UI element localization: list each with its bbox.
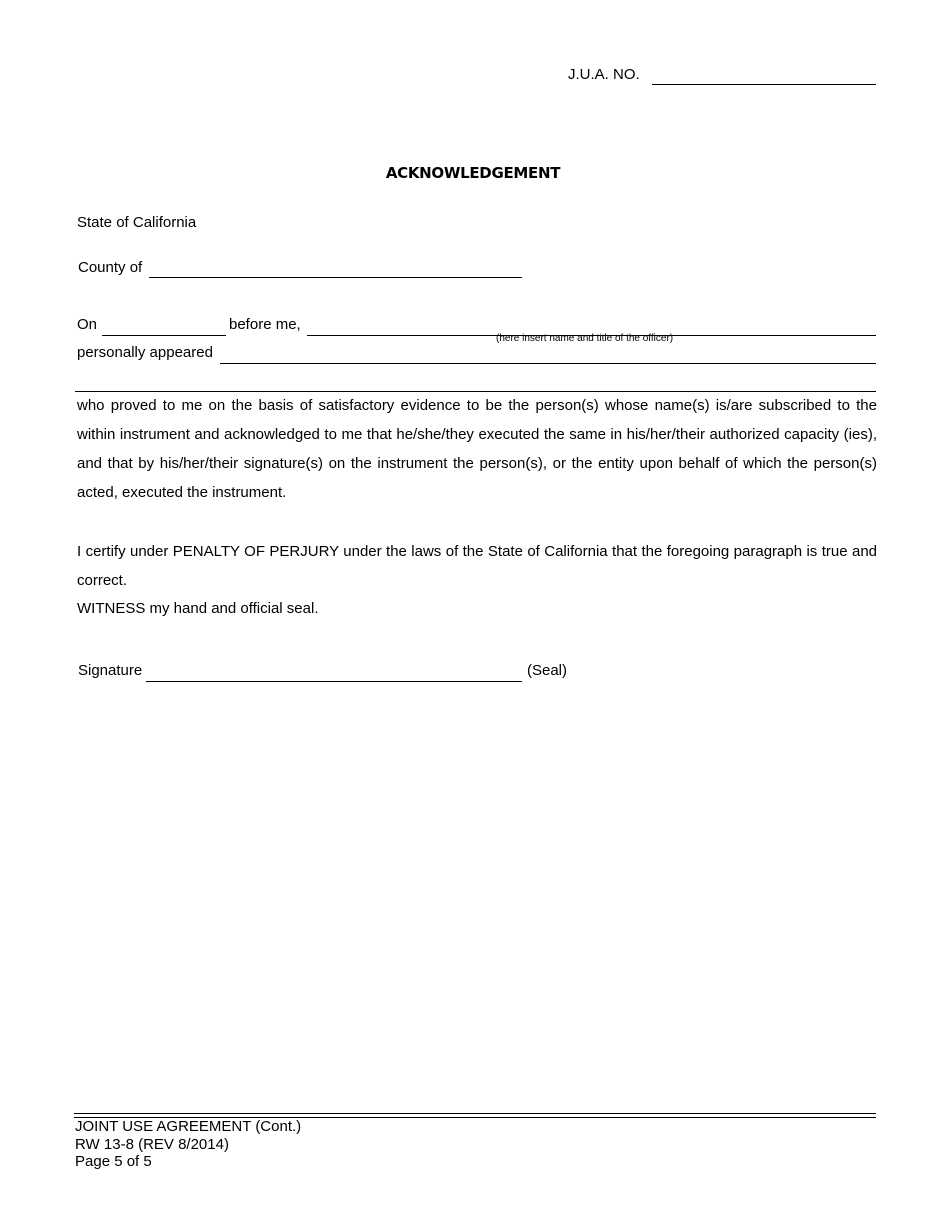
signature-label: Signature bbox=[78, 662, 143, 679]
page-title: ACKNOWLEDGEMENT bbox=[385, 164, 561, 182]
before-me-label: before me, bbox=[229, 316, 301, 333]
footer-rule-top bbox=[74, 1113, 876, 1114]
signature-field[interactable] bbox=[146, 681, 522, 682]
officer-field-hint: (here insert name and title of the officer) bbox=[496, 333, 674, 344]
county-field[interactable] bbox=[149, 277, 522, 278]
jua-number-field[interactable] bbox=[652, 84, 876, 85]
perjury-certification-paragraph: I certify under PENALTY OF PERJURY under the laws of the State of California that the foregoing paragraph is true and correct. bbox=[77, 543, 877, 589]
personally-appeared-field[interactable] bbox=[220, 363, 876, 364]
jua-number-label: J.U.A. NO. bbox=[568, 66, 640, 83]
witness-statement: WITNESS my hand and official seal. bbox=[77, 600, 319, 617]
county-label: County of bbox=[78, 259, 143, 276]
footer-document-title: JOINT USE AGREEMENT (Cont.) bbox=[75, 1118, 302, 1135]
date-field[interactable] bbox=[102, 335, 226, 336]
state-line: State of California bbox=[77, 214, 197, 231]
footer-form-number: RW 13-8 (REV 8/2014) bbox=[75, 1136, 229, 1153]
on-label: On bbox=[77, 316, 98, 333]
acknowledgement-paragraph: who proved to me on the basis of satisfactory evidence to be the person(s) whose name(s) is/are subscribed to the within instrument and acknowledged to me that he/she/they executed the same in his/her/their authorized capacity (ies), and that by his/her/their signature(s) on the instrument the person(s), or the entity upon behalf of which the person(s) acted, executed the instrument. bbox=[77, 397, 877, 501]
seal-label: (Seal) bbox=[527, 662, 568, 679]
footer-page-number: Page 5 of 5 bbox=[75, 1153, 152, 1170]
personally-appeared-label: personally appeared bbox=[77, 344, 213, 361]
